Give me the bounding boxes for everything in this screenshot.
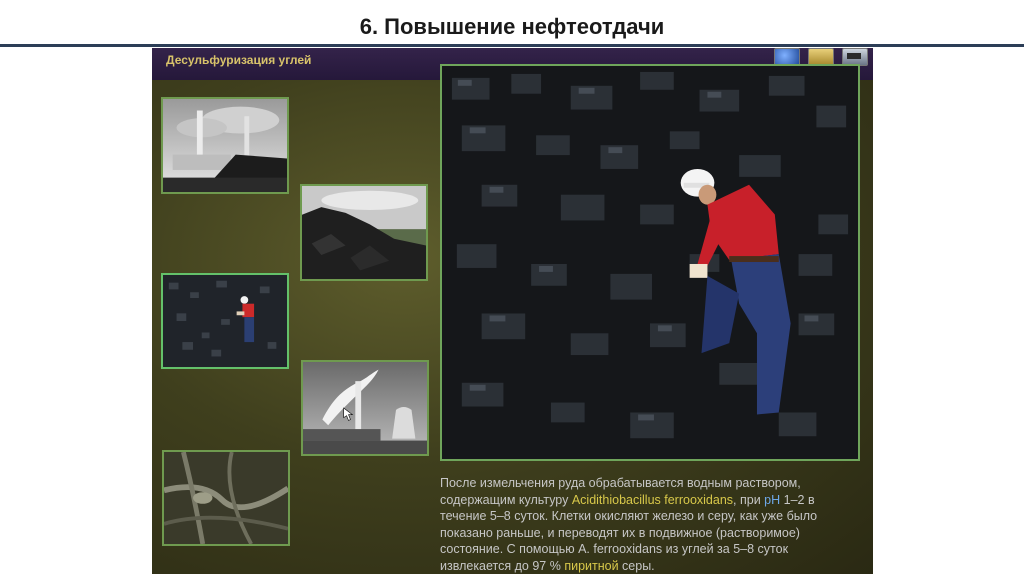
main-photo xyxy=(440,64,860,461)
caption-text-3: 1–2 в течение 5–8 суток. Клетки окисляют железо и серу, как уже было показано раньше, и переводят их в подвижное (растворимое) состояние. С помощью A. ferrooxidans из углей за 5–8 суток извлекается до 97 % xyxy=(440,492,818,573)
thumbnail-bacteria[interactable] xyxy=(162,450,290,546)
caption-text-1: После измельчения руда обрабатывается водным раствором, содержащим культуру xyxy=(440,476,801,507)
thumbnail-coal-mound[interactable] xyxy=(300,184,428,281)
caption-text-4: серы. xyxy=(618,558,655,573)
smokestack-image xyxy=(303,362,427,454)
worker-on-coal-photo xyxy=(442,66,858,459)
caption-text-2: , при xyxy=(733,492,765,507)
description-text xyxy=(440,475,860,574)
bacteria-image xyxy=(164,452,288,544)
thumbnail-smokestack[interactable] xyxy=(301,360,429,456)
pyrite-term: пиритной xyxy=(564,558,619,573)
app-title: Десульфуризация углей xyxy=(166,53,312,67)
title-divider xyxy=(0,44,1024,47)
ph-term: pH xyxy=(764,492,781,507)
slide-title: 6. Повышение нефтеотдачи xyxy=(359,14,665,39)
power-plant-image xyxy=(163,99,287,192)
thumbnail-power-plant[interactable] xyxy=(161,97,289,194)
coal-mound-image xyxy=(302,186,426,279)
thumbnail-worker-on-coal[interactable] xyxy=(161,273,289,369)
app-window xyxy=(152,48,873,574)
organism-name: Acidithiobacillus ferrooxidans xyxy=(571,492,734,507)
worker-thumbnail-image xyxy=(163,275,287,367)
